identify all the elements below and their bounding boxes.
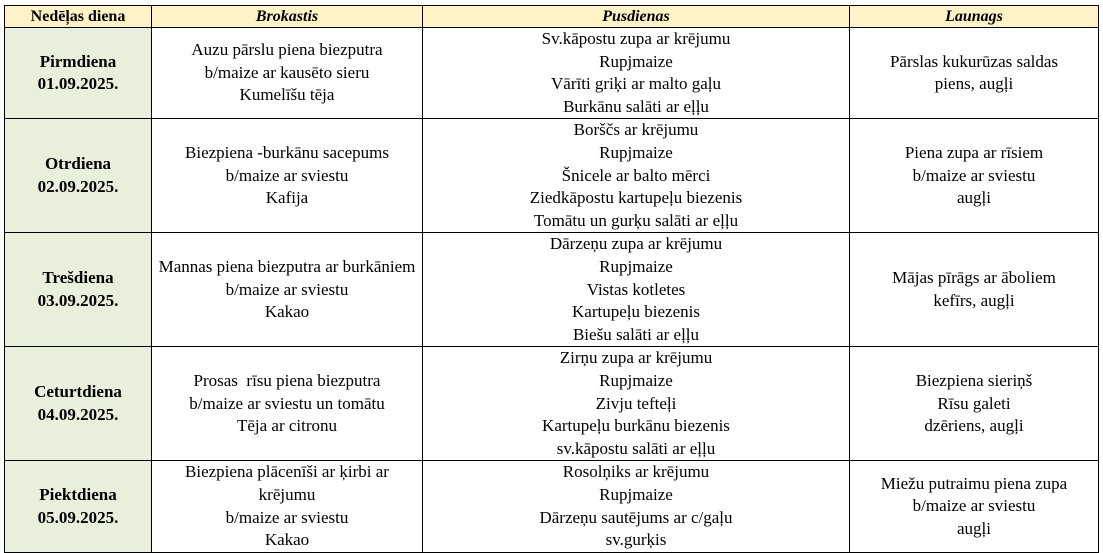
breakfast-cell <box>152 233 423 347</box>
menu-item: b/maize ar kausēto sieru <box>204 62 370 82</box>
menu-item: Rupjmaize <box>599 484 673 504</box>
breakfast-cell <box>152 119 423 233</box>
menu-item: Dārzeņu zupa ar krējumu <box>549 234 723 254</box>
menu-item: b/maize ar sviestu <box>225 507 349 527</box>
menu-item: Auzu pārslu piena biezputra <box>191 40 383 60</box>
lunch-cell <box>423 28 850 119</box>
menu-item: Mannas piena biezputra ar burkāniem <box>158 256 416 276</box>
menu-item: b/maize ar sviestu <box>912 165 1036 185</box>
menu-item: Vistas kotletes <box>586 279 686 299</box>
header-row <box>5 6 1099 28</box>
day-name: Pirmdiena <box>39 51 117 71</box>
menu-item: Rosolņiks ar krējumu <box>562 462 710 482</box>
menu-item: Tomātu un gurķu salāti ar eļļu <box>533 210 739 230</box>
menu-item: Borščs ar krējumu <box>573 120 699 140</box>
menu-item: Kartupeļu biezenis <box>572 302 700 322</box>
table-row <box>5 28 1099 119</box>
day-date: 02.09.2025. <box>37 176 119 196</box>
menu-item: Vārīti griķi ar malto gaļu <box>551 74 721 94</box>
weekly-menu-table <box>4 5 1099 553</box>
menu-item: Zirņu zupa ar krējumu <box>559 348 713 368</box>
menu-item: Burkānu salāti ar eļļu <box>563 96 709 116</box>
day-name: Ceturtdiena <box>34 382 122 402</box>
menu-item: Ziedkāpostu kartupeļu biezenis <box>529 188 743 208</box>
lunch-cell <box>423 233 850 347</box>
menu-item: Pārslas kukurūzas saldas <box>889 51 1059 71</box>
menu-item: augļi <box>957 188 991 208</box>
table-row <box>5 347 1099 461</box>
menu-item: Biezpiena sieriņš <box>915 370 1033 390</box>
menu-item: b/maize ar sviestu <box>225 165 349 185</box>
table-row <box>5 461 1099 552</box>
menu-item: augļi <box>957 518 991 538</box>
day-cell <box>5 347 152 461</box>
menu-item: Kafija <box>265 188 309 208</box>
menu-item: Miežu putraimu piena zupa <box>880 473 1068 493</box>
header-day: Nedēļas diena <box>5 6 152 28</box>
day-date: 01.09.2025. <box>37 74 119 94</box>
breakfast-cell <box>152 28 423 119</box>
menu-item: sv.kāpostu salāti ar eļļu <box>556 438 716 458</box>
day-name: Piektdiena <box>39 484 117 504</box>
snack-cell <box>850 119 1099 233</box>
menu-item: Kakao <box>264 302 310 322</box>
menu-item: Biešu salāti ar eļļu <box>572 324 700 344</box>
snack-cell <box>850 461 1099 552</box>
snack-cell <box>850 233 1099 347</box>
day-date: 05.09.2025. <box>37 507 119 527</box>
menu-item: Biezpiena -burkānu sacepums <box>185 142 389 162</box>
header-breakfast: Brokastis <box>152 6 423 28</box>
menu-item: Mājas pīrāgs ar āboliem <box>892 268 1056 288</box>
menu-item: Piena zupa ar rīsiem <box>904 142 1044 162</box>
menu-item: dzēriens, augļi <box>924 416 1024 436</box>
day-date: 03.09.2025. <box>37 290 119 310</box>
header-lunch: Pusdienas <box>423 6 850 28</box>
lunch-cell <box>423 347 850 461</box>
lunch-cell <box>423 119 850 233</box>
menu-item: Kumelīšu tēja <box>239 85 335 105</box>
menu-item: Rupjmaize <box>599 142 673 162</box>
menu-item: Prosas rīsu piena biezputra <box>193 370 381 390</box>
header-snack: Launags <box>850 6 1099 28</box>
menu-item: piens, augļi <box>934 74 1014 94</box>
breakfast-cell <box>152 461 423 552</box>
menu-item: Rīsu galeti <box>937 393 1011 413</box>
day-cell <box>5 233 152 347</box>
day-cell <box>5 119 152 233</box>
day-cell <box>5 461 152 552</box>
breakfast-cell <box>152 347 423 461</box>
menu-item: Šnicele ar balto mērci <box>561 165 711 185</box>
day-date: 04.09.2025. <box>37 404 119 424</box>
menu-item: kefīrs, augļi <box>933 290 1015 310</box>
menu-item: Biezpiena plācenīši ar ķirbi ar <box>185 462 389 482</box>
lunch-cell <box>423 461 850 552</box>
menu-item: b/maize ar sviestu un tomātu <box>189 393 385 413</box>
menu-item: b/maize ar sviestu <box>912 496 1036 516</box>
menu-item: Rupjmaize <box>599 256 673 276</box>
day-name: Otrdiena <box>44 154 112 174</box>
menu-item: Zivju tefteļi <box>595 393 677 413</box>
menu-item: Sv.kāpostu zupa ar krējumu <box>541 29 731 48</box>
table-row <box>5 119 1099 233</box>
day-name: Trešdiena <box>42 268 114 288</box>
day-cell <box>5 28 152 119</box>
menu-item: sv.gurķis <box>605 530 667 550</box>
menu-item: b/maize ar sviestu <box>225 279 349 299</box>
menu-item: Kartupeļu burkānu biezenis <box>542 416 730 436</box>
snack-cell <box>850 28 1099 119</box>
menu-item: Kakao <box>264 530 310 550</box>
table-row <box>5 233 1099 347</box>
menu-item: krējumu <box>258 484 316 504</box>
menu-item: Rupjmaize <box>599 51 673 71</box>
menu-item: Tēja ar citronu <box>236 416 338 436</box>
menu-item: Rupjmaize <box>599 370 673 390</box>
snack-cell <box>850 347 1099 461</box>
menu-item: Dārzeņu sautējums ar c/gaļu <box>539 507 733 527</box>
